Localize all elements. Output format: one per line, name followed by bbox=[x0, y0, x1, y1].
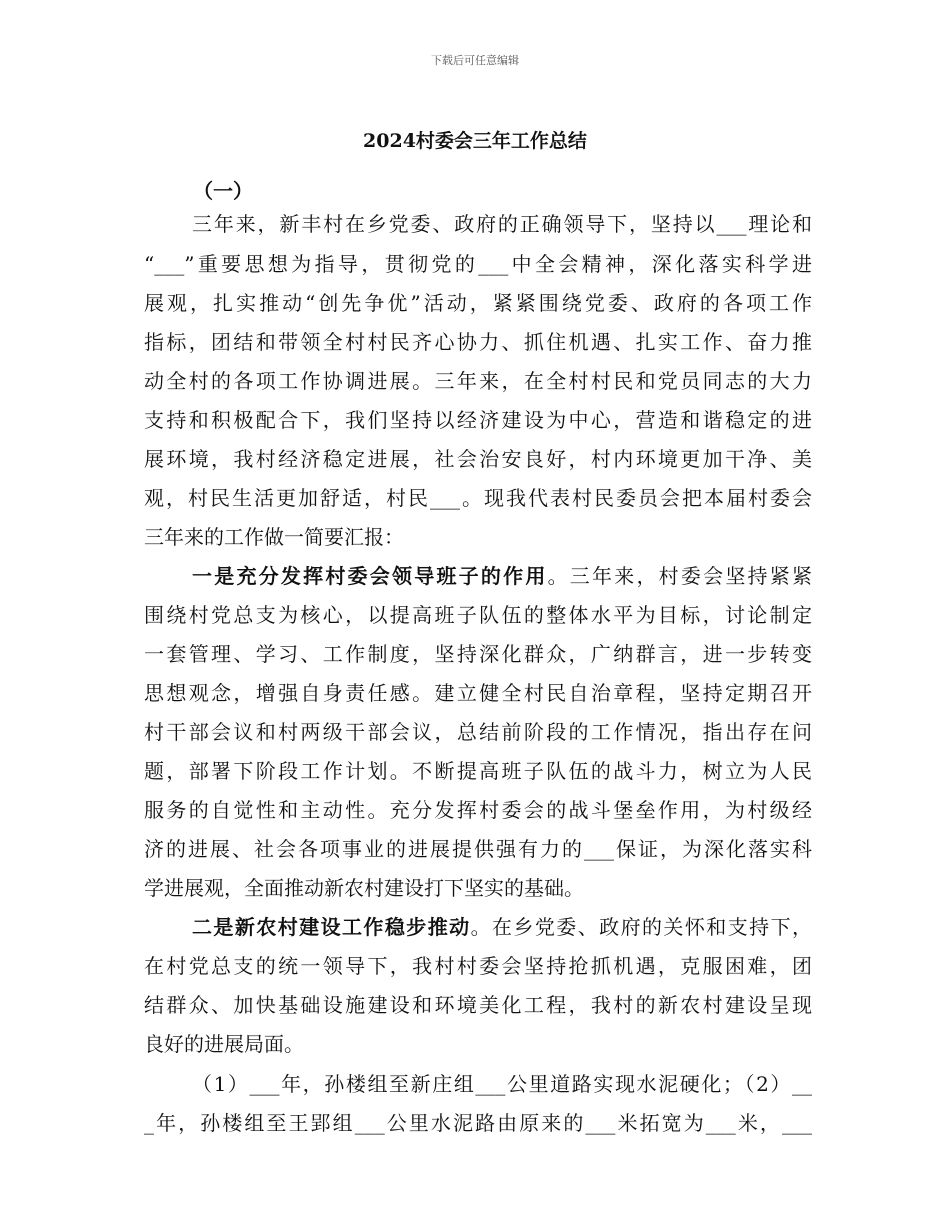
line-text: 观，村民生活更加舒适，村民___。现我代表村民委员会把本届村委会 bbox=[144, 486, 812, 510]
text-line bbox=[192, 1068, 812, 1097]
line-text: 指标，团结和带领全村村民齐心协力、抓住机遇、扎实工作、奋力推 bbox=[144, 330, 812, 354]
text-line bbox=[192, 911, 812, 940]
line-text: 题，部署下阶段工作计划。不断提高班子队伍的战斗力，树立为人民 bbox=[144, 759, 812, 783]
line-text: 展观，扎实推动“创先争优”活动，紧紧围绕党委、政府的各项工作 bbox=[144, 291, 812, 315]
text-line bbox=[144, 989, 812, 1018]
text-line bbox=[144, 872, 812, 901]
line-text: 围绕村党总支为核心，以提高班子队伍的整体水平为目标，讨论制定 bbox=[144, 603, 812, 627]
line-text: 三年来的工作做一简要汇报： bbox=[144, 525, 404, 549]
text-line bbox=[144, 716, 812, 745]
text-line bbox=[144, 482, 812, 511]
line-text: 良好的进展局面。 bbox=[144, 1032, 304, 1056]
line-text: 结群众、加快基础设施建设和环境美化工程，我村的新农村建设呈现 bbox=[144, 993, 812, 1017]
line-text: 在村党总支的统一领导下，我村村委会坚持抢抓机遇，克服困难，团 bbox=[144, 954, 812, 978]
line-text: 支持和积极配合下，我们坚持以经济建设为中心，营造和谐稳定的进 bbox=[144, 408, 812, 432]
line-text: 。三年来，村委会坚持紧紧 bbox=[547, 564, 812, 588]
text-line bbox=[192, 560, 812, 589]
line-text: 一套管理、学习、工作制度，坚持深化群众，广纳群言，进一步转变 bbox=[144, 642, 812, 666]
text-line bbox=[144, 1107, 812, 1136]
section-label: （一） bbox=[193, 179, 253, 203]
text-line bbox=[144, 521, 812, 550]
line-text: 思想观念，增强自身责任感。建立健全村民自治章程，坚持定期召开 bbox=[144, 681, 812, 705]
text-line bbox=[144, 1028, 812, 1057]
line-text: 济的进展、社会各项事业的进展提供强有力的___保证，为深化落实科 bbox=[144, 837, 812, 861]
line-text: 。在乡党委、政府的关怀和支持下， bbox=[470, 915, 812, 939]
bold-lead: 一是充分发挥村委会领导班子的作用 bbox=[192, 564, 548, 588]
line-text: 动全村的各项工作协调进展。三年来，在全村村民和党员同志的大力 bbox=[144, 369, 812, 393]
text-line bbox=[144, 950, 812, 979]
header-note: 下载后可任意编辑 bbox=[431, 54, 519, 67]
text-line bbox=[144, 794, 812, 823]
line-text: “___”重要思想为指导，贯彻党的___中全会精神，深化落实科学进 bbox=[144, 252, 812, 276]
text-line bbox=[144, 677, 812, 706]
document-title: 2024村委会三年工作总结 bbox=[363, 130, 587, 152]
text-line bbox=[144, 638, 812, 667]
text-line bbox=[144, 326, 812, 355]
text-line bbox=[144, 755, 812, 784]
text-line bbox=[192, 208, 812, 237]
text-line bbox=[144, 365, 812, 394]
text-line bbox=[144, 443, 812, 472]
line-text: 学进展观，全面推动新农村建设打下坚实的基础。 bbox=[144, 876, 584, 900]
text-line bbox=[144, 833, 812, 862]
line-text: 村干部会议和村两级干部会议，总结前阶段的工作情况，指出存在问 bbox=[144, 720, 812, 744]
bold-lead: 二是新农村建设工作稳步推动 bbox=[192, 915, 471, 939]
text-line bbox=[144, 248, 812, 277]
line-text: 三年来，新丰村在乡党委、政府的正确领导下，坚持以___理论和 bbox=[192, 212, 812, 236]
line-text: 服务的自觉性和主动性。充分发挥村委会的战斗堡垒作用，为村级经 bbox=[144, 798, 812, 822]
line-text: 展环境，我村经济稳定进展，社会治安良好，村内环境更加干净、美 bbox=[144, 447, 812, 471]
line-text: _年，孙楼组至王郢组___公里水泥路由原来的___米拓宽为___米，___ bbox=[144, 1111, 812, 1135]
text-line bbox=[144, 599, 812, 628]
text-line bbox=[144, 287, 812, 316]
line-text: （1）___年，孙楼组至新庄组___公里道路实现水泥硬化；（2）__ bbox=[192, 1072, 812, 1096]
text-line bbox=[144, 404, 812, 433]
